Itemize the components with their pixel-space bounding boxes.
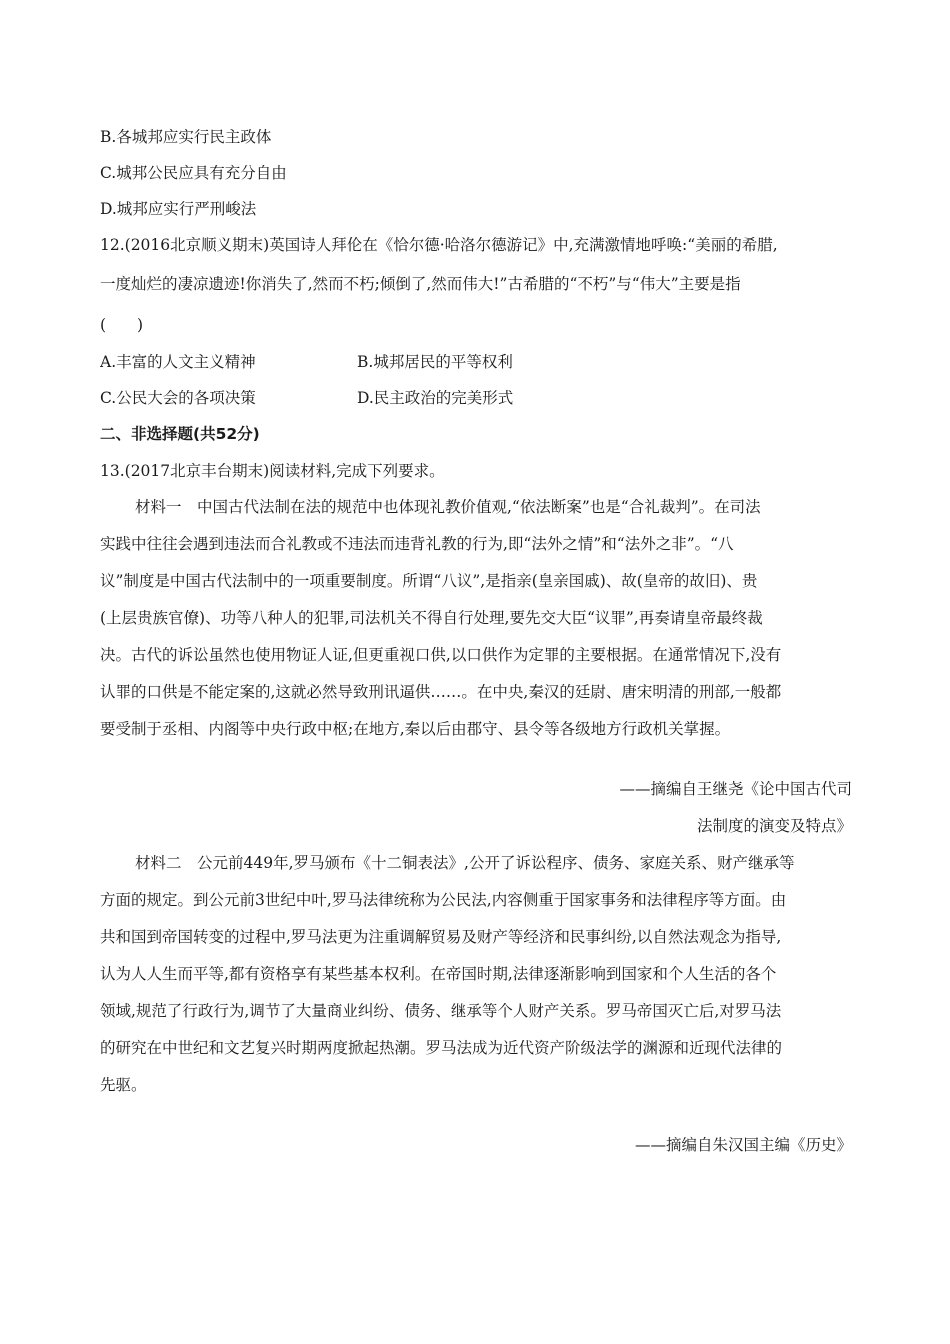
- q11-option-b: B.各城邦应实行民主政体: [100, 128, 272, 146]
- q11-option-c: C.城邦公民应具有充分自由: [100, 164, 287, 182]
- material-1-line: 实践中往往会遇到违法而合礼教或不违法而违背礼教的行为,即“法外之情”和“法外之非”。“八: [100, 535, 734, 553]
- material-1-line: 决。古代的诉讼虽然也使用物证人证,但更重视口供,以口供作为定罪的主要根据。在通常情况下,没有: [100, 646, 782, 664]
- material-1-line: 要受制于丞相、内阁等中央行政中枢;在地方,秦以后由郡守、县令等各级地方行政机关掌握。: [100, 720, 731, 738]
- q12-option-c: C.公民大会的各项决策: [100, 389, 256, 407]
- material-1-line: 材料一 中国古代法制在法的规范中也体现礼教价值观,“依法断案”也是“合礼裁判”。在司法: [135, 498, 761, 516]
- q13-stem: 13.(2017北京丰台期末)阅读材料,完成下列要求。: [100, 462, 445, 480]
- q12-option-d: D.民主政治的完美形式: [357, 389, 514, 407]
- material-1-source: ——摘编自王继尧《论中国古代司: [619, 780, 852, 798]
- q12-option-a: A.丰富的人文主义精神: [100, 353, 256, 371]
- material-2-line: 领域,规范了行政行为,调节了大量商业纠纷、债务、继承等个人财产关系。罗马帝国灭亡后,对罗马法: [100, 1002, 782, 1020]
- material-1-line: 认罪的口供是不能定案的,这就必然导致刑讯逼供……。在中央,秦汉的廷尉、唐宋明清的刑部,一般都: [100, 683, 782, 701]
- material-2-line: 材料二 公元前449年,罗马颁布《十二铜表法》,公开了诉讼程序、债务、家庭关系、财产继承等: [135, 854, 795, 872]
- q12-stem-line-1: 12.(2016北京顺义期末)英国诗人拜伦在《恰尔德·哈洛尔德游记》中,充满激情地呼唤:“美丽的希腊,: [100, 236, 778, 254]
- material-2-line: 共和国到帝国转变的过程中,罗马法更为注重调解贸易及财产等经济和民事纠纷,以自然法观念为指导,: [100, 928, 782, 946]
- material-2-line: 先驱。: [100, 1076, 147, 1094]
- material-1-line: 议”制度是中国古代法制中的一项重要制度。所谓“八议”,是指亲(皇亲国戚)、故(皇帝的故旧)、贵: [100, 572, 758, 590]
- section-title: 二、非选择题(共52分): [100, 425, 260, 443]
- material-1-source: 法制度的演变及特点》: [696, 817, 852, 835]
- material-2-line: 方面的规定。到公元前3世纪中叶,罗马法律统称为公民法,内容侧重于国家事务和法律程序等方面。由: [100, 891, 787, 909]
- q12-option-b: B.城邦居民的平等权利: [357, 353, 513, 371]
- material-2-line: 的研究在中世纪和文艺复兴时期两度掀起热潮。罗马法成为近代资产阶级法学的渊源和近现代法律的: [100, 1039, 783, 1057]
- q12-stem-line-2: 一度灿烂的凄凉遗迹!你消失了,然而不朽;倾倒了,然而伟大!”古希腊的“不朽”与“伟大”主要是指: [100, 275, 741, 293]
- material-1-line: (上层贵族官僚)、功等八种人的犯罪,司法机关不得自行处理,要先交大臣“议罪”,再奏请皇帝最终裁: [100, 609, 763, 627]
- material-2-source: ——摘编自朱汉国主编《历史》: [634, 1136, 852, 1154]
- q12-answer-blank: ( ): [100, 316, 144, 334]
- q11-option-d: D.城邦应实行严刑峻法: [100, 200, 257, 218]
- material-2-line: 认为人人生而平等,都有资格享有某些基本权利。在帝国时期,法律逐渐影响到国家和个人生活的各个: [100, 965, 777, 983]
